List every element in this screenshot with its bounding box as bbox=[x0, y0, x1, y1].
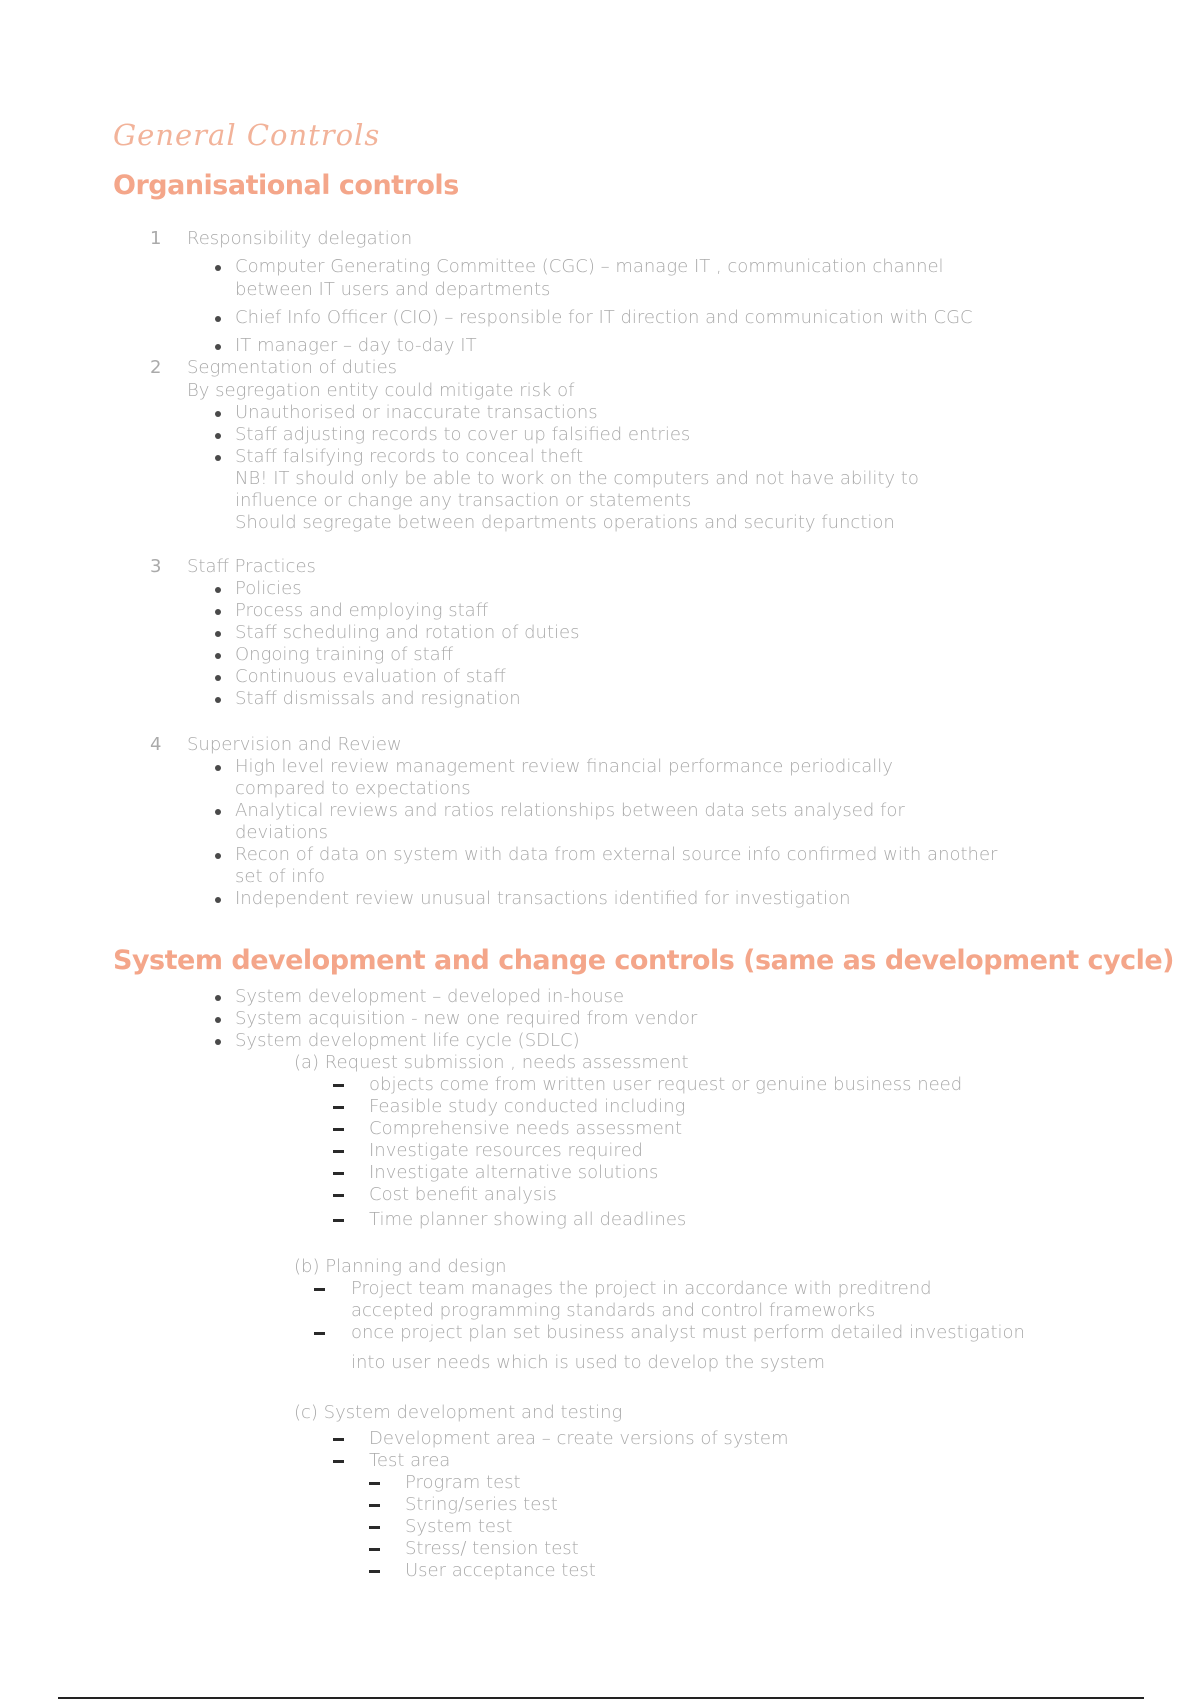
section-number: 2 bbox=[150, 357, 162, 378]
bullet-icon bbox=[215, 653, 221, 659]
bullet-icon bbox=[215, 1039, 221, 1045]
list-item: System test bbox=[405, 1516, 513, 1537]
dash-bullet-icon bbox=[333, 1128, 344, 1131]
list-item-continuation: accepted programming standards and control frameworks bbox=[351, 1300, 876, 1321]
dash-bullet-icon bbox=[333, 1438, 344, 1441]
section-title: Responsibility delegation bbox=[187, 228, 413, 249]
bullet-icon bbox=[215, 344, 221, 350]
dash-bullet-icon bbox=[369, 1526, 380, 1529]
list-item: Investigate alternative solutions bbox=[369, 1162, 659, 1183]
dash-bullet-icon bbox=[333, 1150, 344, 1153]
bullet-icon bbox=[215, 809, 221, 815]
list-item-continuation: into user needs which is used to develop the system bbox=[351, 1352, 826, 1373]
list-item: User acceptance test bbox=[405, 1560, 596, 1581]
dash-bullet-icon bbox=[369, 1504, 380, 1507]
section-title: Segmentation of duties bbox=[187, 357, 398, 378]
bullet-icon bbox=[215, 853, 221, 859]
list-item: Test area bbox=[369, 1450, 451, 1471]
list-item: String/series test bbox=[405, 1494, 558, 1515]
bullet-icon bbox=[215, 897, 221, 903]
list-item: Program test bbox=[405, 1472, 521, 1493]
section-title: Supervision and Review bbox=[187, 734, 402, 755]
dash-bullet-icon bbox=[314, 1332, 325, 1335]
section-number: 4 bbox=[150, 734, 162, 755]
dash-bullet-icon bbox=[333, 1084, 344, 1087]
section-heading-system-development: System development and change controls (same as development cycle) bbox=[113, 945, 1175, 976]
bullet-icon bbox=[215, 587, 221, 593]
bullet-icon bbox=[215, 765, 221, 771]
section-number: 3 bbox=[150, 556, 162, 577]
list-item: Continuous evaluation of staff bbox=[235, 666, 506, 687]
list-item-continuation: set of info bbox=[235, 866, 326, 887]
bullet-icon bbox=[215, 995, 221, 1001]
bullet-icon bbox=[215, 265, 221, 271]
dash-bullet-icon bbox=[333, 1172, 344, 1175]
list-item: System development life cycle (SDLC) bbox=[235, 1030, 580, 1051]
dash-bullet-icon bbox=[369, 1482, 380, 1485]
list-item: High level review management review financial performance periodically bbox=[235, 756, 893, 777]
list-item: Investigate resources required bbox=[369, 1140, 643, 1161]
dash-bullet-icon bbox=[314, 1288, 325, 1291]
dash-bullet-icon bbox=[333, 1194, 344, 1197]
list-item: Staff scheduling and rotation of duties bbox=[235, 622, 580, 643]
note-line: Should segregate between departments operations and security function bbox=[235, 512, 895, 533]
bullet-icon bbox=[215, 1017, 221, 1023]
list-item: IT manager – day to-day IT bbox=[235, 335, 477, 356]
list-item: Unauthorised or inaccurate transactions bbox=[235, 402, 598, 423]
list-item: Stress/ tension test bbox=[405, 1538, 579, 1559]
list-item: objects come from written user request or genuine business need bbox=[369, 1074, 963, 1095]
list-item-continuation: deviations bbox=[235, 822, 329, 843]
bullet-icon bbox=[215, 675, 221, 681]
list-item: Development area – create versions of system bbox=[369, 1428, 789, 1449]
bullet-icon bbox=[215, 433, 221, 439]
list-item-continuation: compared to expectations bbox=[235, 778, 471, 799]
list-item: Analytical reviews and ratios relationships between data sets analysed for bbox=[235, 800, 905, 821]
list-item: Feasible study conducted including bbox=[369, 1096, 686, 1117]
dash-bullet-icon bbox=[333, 1460, 344, 1463]
list-item: Time planner showing all deadlines bbox=[369, 1209, 687, 1230]
section-number: 1 bbox=[150, 228, 162, 249]
footer-divider bbox=[58, 1697, 1144, 1699]
subsection-title: (a) Request submission , needs assessment bbox=[294, 1052, 689, 1073]
list-item: Chief Info Officer (CIO) – responsible for IT direction and communication with CGC bbox=[235, 307, 973, 328]
list-item: System acquisition - new one required from vendor bbox=[235, 1008, 698, 1029]
note-line: NB! IT should only be able to work on the computers and not have ability to bbox=[235, 468, 919, 489]
page-title: General Controls bbox=[113, 118, 381, 152]
list-item: Staff adjusting records to cover up falsified entries bbox=[235, 424, 691, 445]
list-item: Comprehensive needs assessment bbox=[369, 1118, 683, 1139]
dash-bullet-icon bbox=[333, 1219, 344, 1222]
bullet-icon bbox=[215, 316, 221, 322]
dash-bullet-icon bbox=[369, 1570, 380, 1573]
list-item: once project plan set business analyst must perform detailed investigation bbox=[351, 1322, 1025, 1343]
bullet-icon bbox=[215, 455, 221, 461]
list-item: Independent review unusual transactions identified for investigation bbox=[235, 888, 851, 909]
bullet-icon bbox=[215, 609, 221, 615]
list-item: Cost benefit analysis bbox=[369, 1184, 557, 1205]
note-line: influence or change any transaction or statements bbox=[235, 490, 692, 511]
list-item: Policies bbox=[235, 578, 302, 599]
section-intro: By segregation entity could mitigate risk of bbox=[187, 380, 575, 401]
list-item: Staff falsifying records to conceal theft bbox=[235, 446, 584, 467]
bullet-icon bbox=[215, 697, 221, 703]
list-item: Project team manages the project in accordance with preditrend bbox=[351, 1278, 932, 1299]
list-item: Ongoing training of staff bbox=[235, 644, 454, 665]
section-title: Staff Practices bbox=[187, 556, 316, 577]
dash-bullet-icon bbox=[333, 1106, 344, 1109]
bullet-icon bbox=[215, 411, 221, 417]
section-heading-organisational: Organisational controls bbox=[113, 170, 459, 201]
list-item: Staff dismissals and resignation bbox=[235, 688, 521, 709]
dash-bullet-icon bbox=[369, 1548, 380, 1551]
bullet-icon bbox=[215, 631, 221, 637]
list-item: Computer Generating Committee (CGC) – manage IT , communication channel bbox=[235, 256, 944, 277]
subsection-title: (c) System development and testing bbox=[294, 1402, 623, 1423]
list-item-continuation: between IT users and departments bbox=[235, 279, 551, 300]
list-item: Process and employing staff bbox=[235, 600, 489, 621]
subsection-title: (b) Planning and design bbox=[294, 1256, 507, 1277]
list-item: System development – developed in-house bbox=[235, 986, 625, 1007]
list-item: Recon of data on system with data from external source info confirmed with another bbox=[235, 844, 998, 865]
